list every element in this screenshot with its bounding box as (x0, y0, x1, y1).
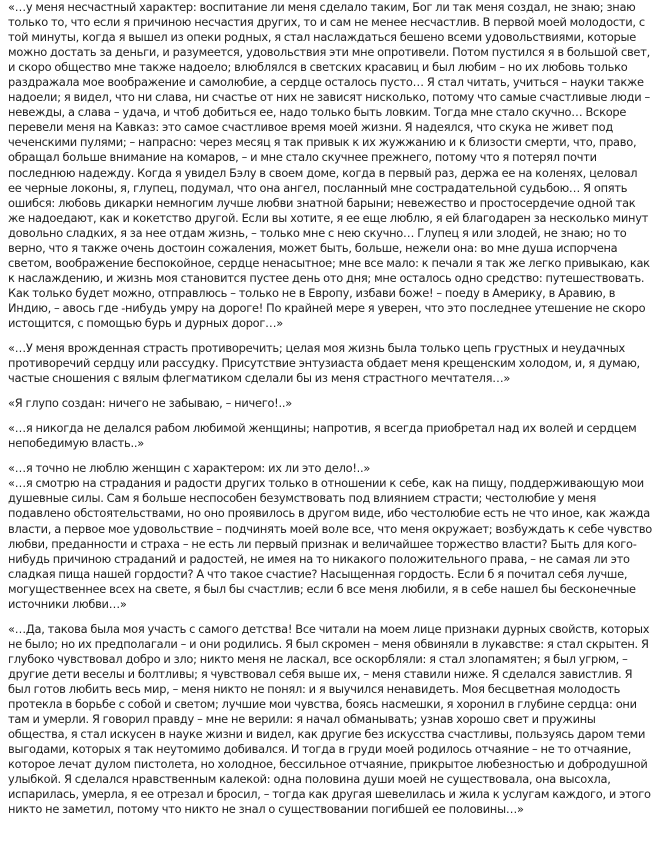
paragraph-gap (8, 386, 653, 396)
paragraph-6: «…я смотрю на страдания и радости других только в отношении к себе, как на пищу, поддерживающую мои душевные силы. Сам я больше неспособен безумствовать под влиянием страсти; честолюбие у меня подавлено обстоятельствами, но оно проявилось в другом виде, ибо честолюбие есть не что иное, как жажда власти, а первое мое удовольствие – подчинять моей воле все, что меня окружает; возбуждать к себе чувство любви, преданности и страха – не есть ли первый признак и величайшее торжество власти? Быть для кого- нибудь причиною страданий и радостей, не имея на то никакого положительного права, – не самая ли это сладкая пища нашей гордости? А что такое счастие? Насыщенная гордость. Если б я почитал себя лучше, могущественнее всех на свете, я был бы счастлив; если б все меня любили, я в себе нашел бы бесконечные источники любви…» (8, 476, 652, 611)
paragraph-5: «…я точно не люблю женщин с характером: их ли это дело!..» (8, 461, 371, 476)
paragraph-gap (8, 451, 653, 461)
paragraph-3: «Я глупо создан: ничего не забываю, – ничего!..» (8, 396, 292, 411)
paragraph-gap (8, 411, 653, 421)
paragraph-gap (8, 612, 653, 622)
paragraph-1: «…у меня несчастный характер: воспитание ли меня сделало таким, Бог ли так меня создал, не знаю; знаю только то, что если я причиною несчастия других, то и сам не менее несчастлив. В первой моей молодости, с той минуты, когда я вышел из опеки родных, я стал наслаждаться бешено всеми удовольствиями, которые можно достать за деньги, и разумеется, удовольствия эти мне опротивели. Потом пустился я в большой свет, и скоро общество мне также надоело; влюблялся в светских красавиц и был любим – но их любовь только раздражала мое воображение и самолюбие, а сердце осталось пусто… Я стал читать, учиться – науки также надоели; я видел, что ни слава, ни счастье от них не зависят нисколько, потому что самые счастливые люди – невежды, а слава – удача, и чтоб добиться ее, надо только быть ловким. Тогда мне стало скучно… Вскоре перевели меня на Кавказ: это самое счастливое время моей жизни. Я надеялся, что скука не живет под чеченскими пулями; – напрасно: через месяц я так привык к их жужжанию и к близости смерти, что, право, обращал больше внимание на комаров, – и мне стало скучнее прежнего, потому что я потерял почти последнюю надежду. Когда я увидел Бэлу в своем доме, когда в первый раз, держа ее на коленях, целовал ее черные локоны, я, глупец, подумал, что она ангел, посланный мне сострадательной судьбою… Я опять ошибся: любовь дикарки немногим лучше любви знатной барыни; невежество и простосердечие одной так же надоедают, как и кокетство другой. Если вы хотите, я ее еще люблю, я ей благодарен за несколько минут довольно сладких, я за нее отдам жизнь, – только мне с нею скучно… Глупец я или злодей, не знаю; но то верно, что я также очень достоин сожаления, может быть, больше, нежели она: во мне душа испорчена светом, воображение беспокойное, сердце ненасытное; мне все мало: к печали я так же легко привыкаю, как к наслаждению, и жизнь моя становится пустее день ото дня; мне осталось одно средство: путешествовать. Как только будет можно, отправлюсь – только не в Европу, избави боже! – поеду в Америку, в Аравию, в Индию, – авось где -нибудь умру на дороге! По крайней мере я уверен, что это последнее утешение не скоро истощится, с помощью бурь и дурных дорог…» (8, 0, 650, 330)
paragraph-4: «…я никогда не делался рабом любимой женщины; напротив, я всегда приобретал над их волей и сердцем непобедимую власть..» (8, 421, 637, 451)
document-page (8, 0, 653, 817)
paragraph-2: «…У меня врожденная страсть противоречить; целая моя жизнь была только цепь грустных и неудачных противоречий сердцу или рассудку. Присутствие энтузиаста обдает меня крещенским холодом, и, я думаю, частые сношения с вялым флегматиком сделали бы из меня страстного мечтателя…» (8, 341, 640, 386)
paragraph-7: «…Да, такова была моя участь с самого детства! Все читали на моем лице признаки дурных свойств, которых не было; но их предполагали – и они родились. Я был скромен – меня обвиняли в лукавстве: я стал скрытен. Я глубоко чувствовал добро и зло; никто меня не ласкал, все оскорбляли: я стал злопамятен; я был угрюм, – другие дети веселы и болтливы; я чувствовал себя выше их, – меня ставили ниже. Я сделался завистлив. Я был готов любить весь мир, – меня никто не понял: и я выучился ненавидеть. Моя бесцветная молодость протекла в борьбе с собой и светом; лучшие мои чувства, боясь насмешки, я хоронил в глубине сердца: они там и умерли. Я говорил правду – мне не верили: я начал обманывать; узнав хорошо свет и пружины общества, я стал искусен в науке жизни и видел, как другие без искусства счастливы, пользуясь даром теми выгодами, которых я так неутомимо добивался. И тогда в груди моей родилось отчаяние – не то отчаяние, которое лечат дулом пистолета, но холодное, бессильное отчаяние, прикрытое любезностью и добродушной улыбкой. Я сделался нравственным калекой: одна половина души моей не существовала, она высохла, испарилась, умерла, я ее отрезал и бросил, – тогда как другая шевелилась и жила к услугам каждого, и этого никто не заметил, потому что никто не знал о существовании погибшей ее половины…» (8, 621, 651, 817)
paragraph-gap (8, 331, 653, 341)
